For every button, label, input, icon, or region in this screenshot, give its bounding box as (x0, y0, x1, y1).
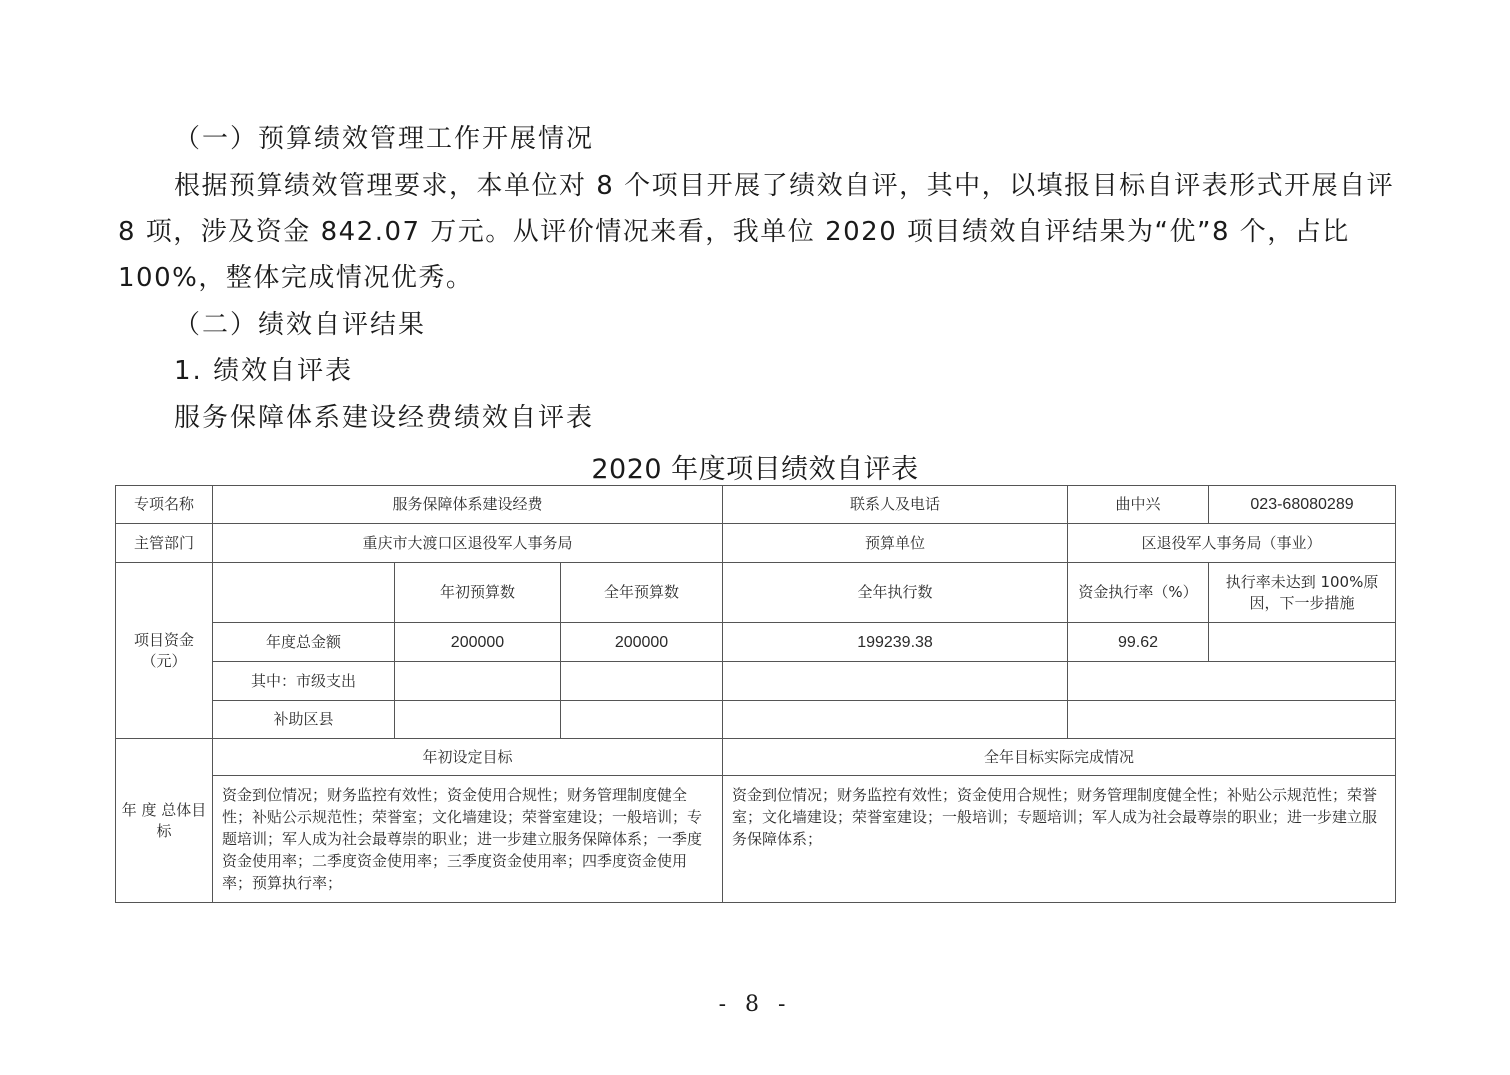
city-label: 其中：市级支出 (213, 662, 395, 701)
reason-header: 执行率未达到 100%原因，下一步措施 (1209, 563, 1396, 623)
table-title: 2020 年度项目绩效自评表 (591, 454, 919, 485)
section-heading-1: （一）预算绩效管理工作开展情况 (174, 124, 595, 154)
table-row (116, 524, 1396, 563)
empty-cell (1068, 662, 1396, 701)
total-annual: 200000 (561, 623, 723, 662)
project-name-value: 服务保障体系建设经费 (213, 486, 723, 524)
empty-cell (1068, 701, 1396, 739)
total-initial: 200000 (395, 623, 561, 662)
section-paragraph-1: 根据预算绩效管理要求，本单位对 8 个项目开展了绩效自评，其中，以填报目标自评表形式开展自评 8 项，涉及资金 842.07 万元。从评价情况来看，我单位 2020 项目绩效自评结果为“优”8 个，占比 100%，整体完成情况优秀。 (118, 171, 1395, 293)
dept-label: 主管部门 (116, 524, 213, 563)
actual-goals-header: 全年目标实际完成情况 (723, 739, 1396, 776)
county-label: 补助区县 (213, 701, 395, 739)
initial-budget-header: 年初预算数 (395, 563, 561, 623)
empty-cell (395, 662, 561, 701)
table-row (116, 739, 1396, 776)
empty-cell (561, 662, 723, 701)
goals-label: 年 度 总体目标 (116, 739, 213, 903)
table-row (116, 623, 1396, 662)
total-reason (1209, 623, 1396, 662)
annual-budget-header: 全年预算数 (561, 563, 723, 623)
section-heading-2: （二）绩效自评结果 (174, 310, 427, 340)
table-row (116, 776, 1396, 903)
contact-label: 联系人及电话 (723, 486, 1068, 524)
empty-cell (561, 701, 723, 739)
empty-cell (723, 701, 1068, 739)
table-row (116, 486, 1396, 524)
initial-goals-text: 资金到位情况；财务监控有效性；资金使用合规性；财务管理制度健全性；补贴公示规范性；荣誉室；文化墙建设；荣誉室建设；一般培训；专题培训；军人成为社会最尊崇的职业；进一步建立服务保障体系；一季度资金使用率；二季度资金使用率；三季度资金使用率；四季度资金使用率；预算执行率； (213, 776, 723, 903)
execution-rate-header: 资金执行率（%） (1068, 563, 1209, 623)
empty-cell (723, 662, 1068, 701)
page-number: - 8 - (718, 992, 792, 1017)
sub-heading: 1. 绩效自评表 (174, 356, 354, 386)
contact-phone: 023-68080289 (1209, 486, 1396, 524)
empty-cell (213, 563, 395, 623)
actual-goals-text: 资金到位情况；财务监控有效性；资金使用合规性；财务管理制度健全性；补贴公示规范性；荣誉室；文化墙建设；荣誉室建设；一般培训；专题培训；军人成为社会最尊崇的职业；进一步建立服务保障体系； (723, 776, 1396, 903)
total-executed: 199239.38 (723, 623, 1068, 662)
executed-header: 全年执行数 (723, 563, 1068, 623)
budget-unit-value: 区退役军人事务局（事业） (1068, 524, 1396, 563)
dept-value: 重庆市大渡口区退役军人事务局 (213, 524, 723, 563)
table-row (116, 563, 1396, 623)
performance-table (115, 485, 1396, 903)
total-label: 年度总金额 (213, 623, 395, 662)
total-rate: 99.62 (1068, 623, 1209, 662)
project-name-label: 专项名称 (116, 486, 213, 524)
contact-name: 曲中兴 (1068, 486, 1209, 524)
funds-label: 项目资金（元） (116, 563, 213, 739)
initial-goals-header: 年初设定目标 (213, 739, 723, 776)
table-name: 服务保障体系建设经费绩效自评表 (174, 403, 595, 433)
budget-unit-label: 预算单位 (723, 524, 1068, 563)
table-row (116, 701, 1396, 739)
table-row (116, 662, 1396, 701)
empty-cell (395, 701, 561, 739)
